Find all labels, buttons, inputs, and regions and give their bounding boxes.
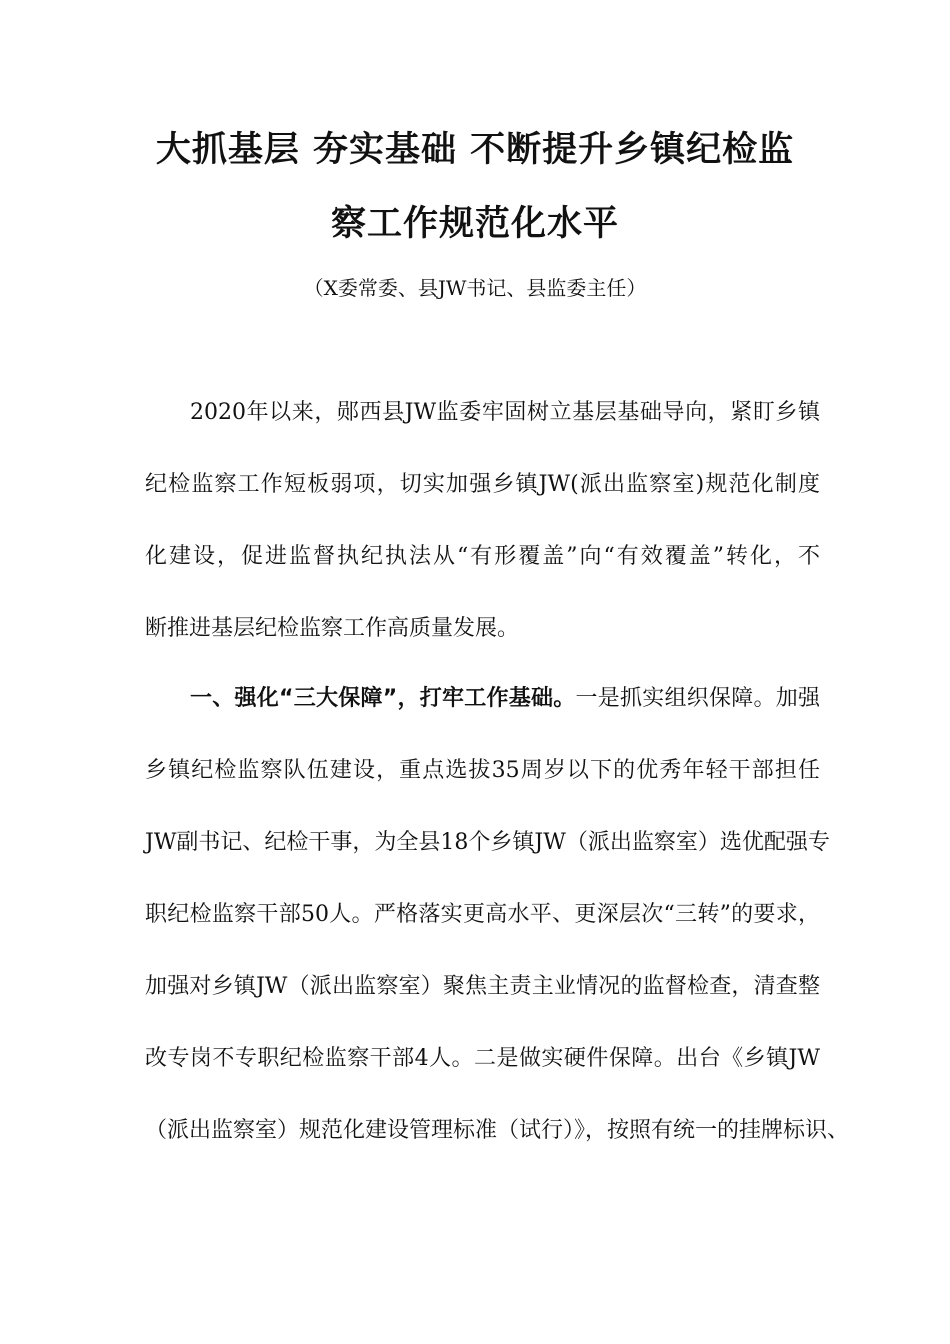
paragraph-line: 2020年以来，郧西县JW监委牢固树立基层基础导向，紧盯乡镇: [190, 400, 820, 425]
paragraph-line: 改专岗不专职纪检监察干部4人。二是做实硬件保障。出台《乡镇JW: [145, 1046, 820, 1071]
document-title-line-2: 察工作规范化水平: [330, 204, 619, 244]
author-subtitle: （X委常委、县JW书记、县监委主任）: [303, 276, 647, 300]
paragraph-line: （派出监察室）规范化建设管理标准（试行）》，按照有统一的挂牌标识、: [145, 1118, 850, 1143]
paragraph-text: 一是抓实组织保障。加强: [575, 686, 820, 711]
paragraph-line: 加强对乡镇JW（派出监察室）聚焦主责主业情况的监督检查，清查整: [145, 974, 820, 999]
section-heading: 一、强化“三大保障”，打牢工作基础。: [190, 686, 576, 711]
paragraph-line: 纪检监察工作短板弱项，切实加强乡镇JW(派出监察室)规范化制度: [145, 472, 820, 497]
paragraph-line: JW副书记、纪检干事，为全县18个乡镇JW（派出监察室）选优配强专: [145, 830, 830, 855]
document-title-line-1: 大抓基层 夯实基础 不断提升乡镇纪检监: [155, 130, 795, 170]
paragraph-line: 乡镇纪检监察队伍建设，重点选拔35周岁以下的优秀年轻干部担任: [145, 758, 820, 783]
paragraph-line: 断推进基层纪检监察工作高质量发展。: [145, 616, 520, 641]
section-heading-line: [190, 684, 820, 714]
paragraph-line: 化建设，促进监督执纪执法从“有形覆盖”向“有效覆盖”转化，不: [145, 544, 820, 569]
paragraph-line: 职纪检监察干部50人。严格落实更高水平、更深层次“三转”的要求，: [145, 902, 820, 927]
